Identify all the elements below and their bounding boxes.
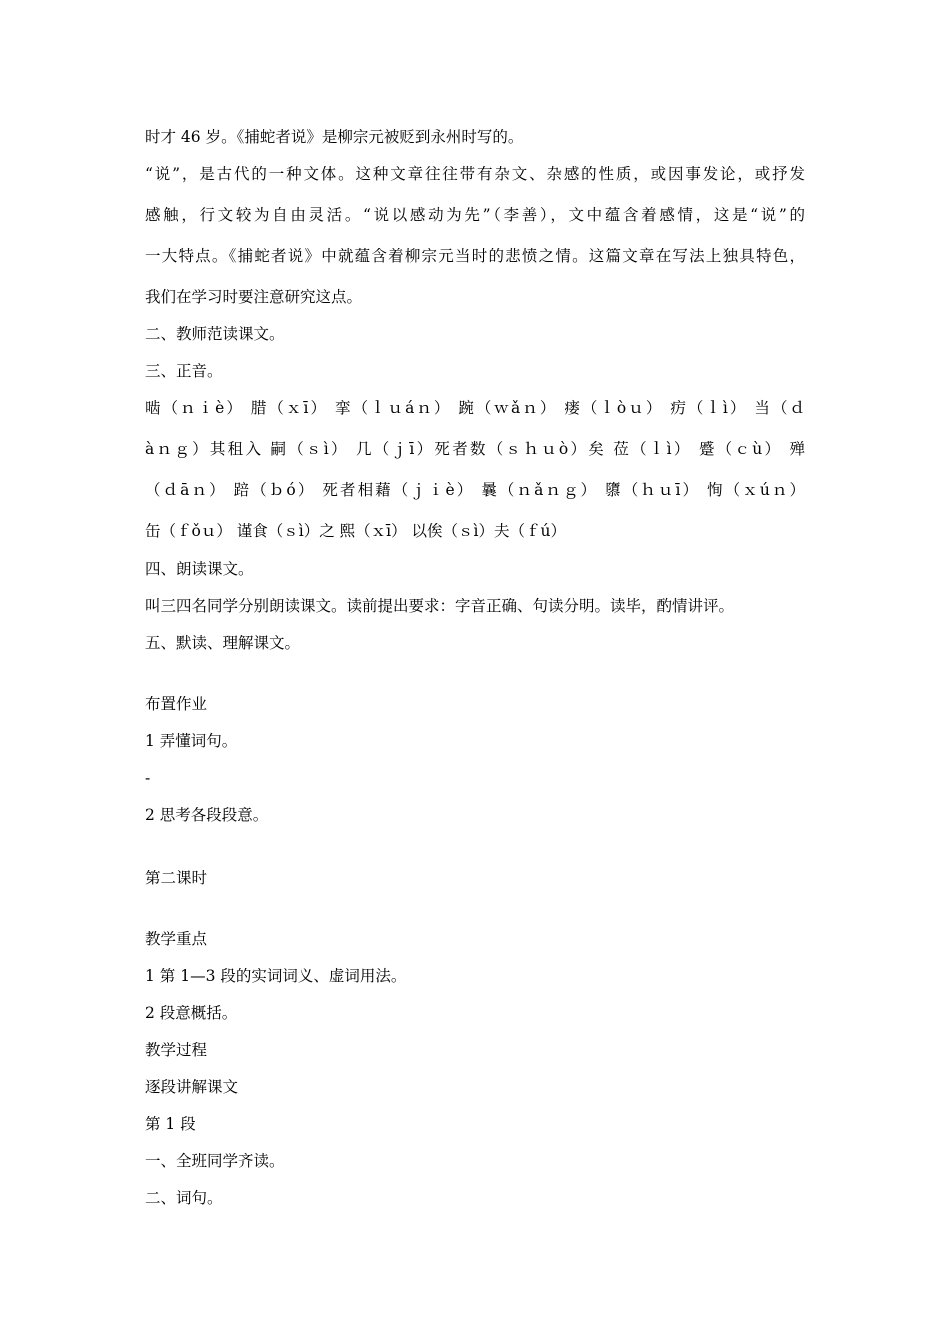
text-line: 一大特点。《捕蛇者说》中就蕴含着柳宗元当时的悲愤之情。这篇文章在写法上独具特色， — [145, 247, 805, 265]
section-heading: 三、正音。 — [145, 362, 223, 380]
paragraph-heading: 第 1 段 — [145, 1115, 196, 1133]
text-line: 感触，行文较为自由灵活。“说以感动为先”（李善），文中蕴含着感情，这是“说”的 — [145, 206, 805, 224]
section-heading: 五、默读、理解课文。 — [145, 634, 301, 652]
pronunciation-line: àｎｇ）其租入 嗣（ｓì） 几（ｊī）死者数（ｓｈｕò）矣 莅（ｌì） 蹙（ｃù） 殚 — [145, 440, 805, 458]
pronunciation-line: （ｄāｎ） 踣（ｂó） 死者相藉（ｊｉè） 曩（ｎǎｎｇ） 隳（ｈｕī） 恂（ｘúｎ） — [145, 481, 805, 499]
focus-heading: 教学重点 — [145, 930, 208, 948]
homework-heading: 布置作业 — [145, 695, 208, 713]
pronunciation-line: 啮（ｎｉè） 腊（ｘī） 挛（ｌｕáｎ） 踠（ｗǎｎ） 瘘（ｌòｕ） 疠（ｌì） 当（ｄ — [145, 399, 805, 417]
list-item: 2 思考各段段意。 — [145, 806, 269, 824]
lesson-heading: 第二课时 — [145, 869, 208, 887]
text-line: “说”，是古代的一种文体。这种文章往往带有杂文、杂感的性质，或因事发论，或抒发 — [145, 165, 805, 183]
text-line: 逐段讲解课文 — [145, 1078, 239, 1096]
section-heading: 一、全班同学齐读。 — [145, 1152, 285, 1170]
list-item: 2 段意概括。 — [145, 1004, 238, 1022]
pronunciation-line: 缶（ｆǒｕ） 谨食（ｓì）之 熙（ｘī） 以俟（ｓì）夫（ｆú） — [145, 522, 566, 540]
text-line: 我们在学习时要注意研究这点。 — [145, 288, 363, 306]
dash-line: - — [145, 769, 151, 787]
text-line: 时才 46 岁。《捕蛇者说》是柳宗元被贬到永州时写的。 — [145, 128, 524, 146]
section-heading: 二、教师范读课文。 — [145, 325, 285, 343]
list-item: 1 第 1—3 段的实词词义、虚词用法。 — [145, 967, 407, 985]
text-line: 叫三四名同学分别朗读课文。读前提出要求：字音正确、句读分明。读毕，酌情讲评。 — [145, 597, 735, 615]
section-heading: 二、词句。 — [145, 1189, 223, 1207]
section-heading: 四、朗读课文。 — [145, 560, 254, 578]
process-heading: 教学过程 — [145, 1041, 208, 1059]
list-item: 1 弄懂词句。 — [145, 732, 238, 750]
